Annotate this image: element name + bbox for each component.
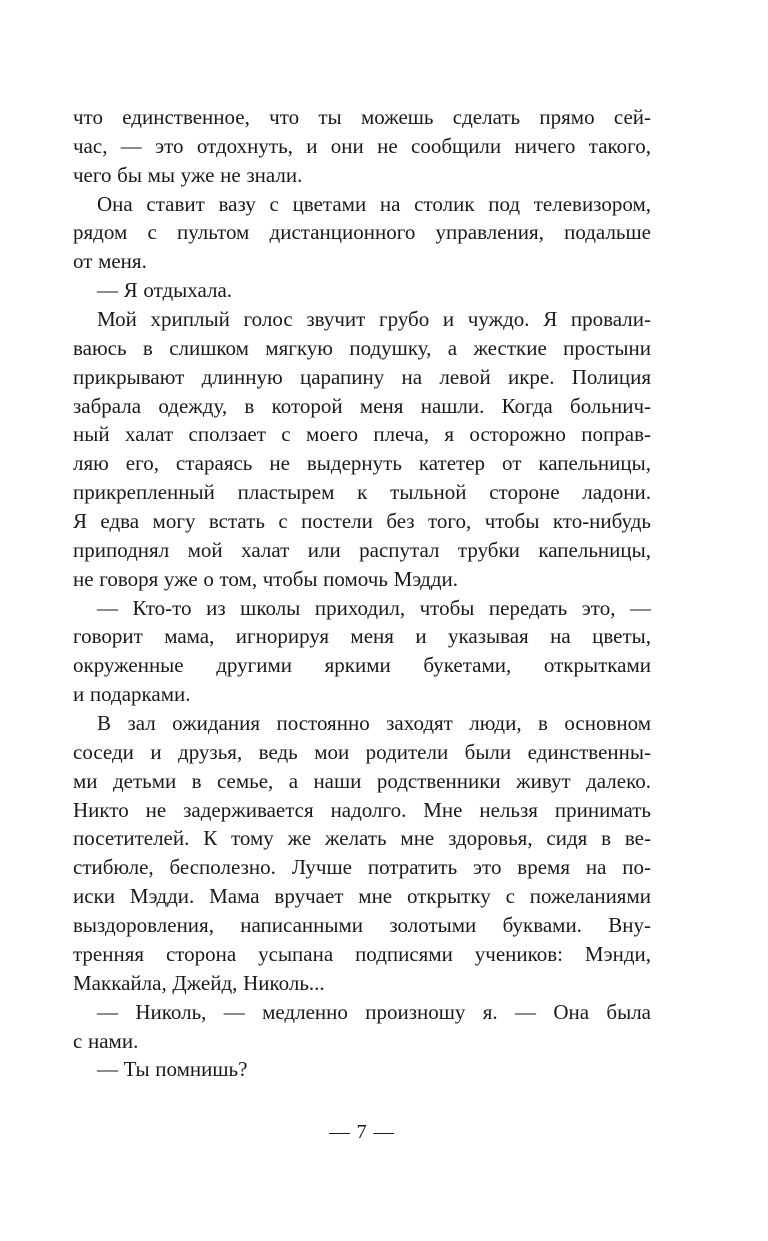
text-line: от меня. xyxy=(73,249,147,274)
text-line: ляю его, стараясь не выдернуть катетер от капельницы, xyxy=(73,451,651,476)
text-line: Мой хриплый голос звучит грубо и чуждо. Я провали- xyxy=(97,307,651,332)
text-line: — Я отдыхала. xyxy=(97,278,233,303)
text-line: ми детьми в семье, а наши родственники живут далеко. xyxy=(73,768,651,793)
text-line: ваюсь в слишком мягкую подушку, а жесткие простыни xyxy=(73,335,651,360)
text-line: выздоровления, написанными золотыми буквами. Вну- xyxy=(73,913,651,938)
text-line: стибюле, бесполезно. Лучше потратить это время на по- xyxy=(73,855,651,880)
text-line: прикрывают длинную царапину на левой икре. Полиция xyxy=(73,364,651,389)
text-line: В зал ожидания постоянно заходят люди, в основном xyxy=(97,711,651,736)
text-line: Никто не задерживается надолго. Мне нельзя принимать xyxy=(73,797,651,822)
text-line: — Кто-то из школы приходил, чтобы передать это, — xyxy=(97,595,651,620)
text-line: приподнял мой халат или распутал трубки капельницы, xyxy=(73,537,651,562)
text-line: Маккайла, Джейд, Николь... xyxy=(73,970,325,995)
text-line: с нами. xyxy=(73,1028,139,1053)
text-line: посетителей. К тому же желать мне здоровья, сидя в ве- xyxy=(73,826,651,851)
text-line: час, — это отдохнуть, и они не сообщили ничего такого, xyxy=(73,133,651,158)
text-line: — Николь, — медленно произношу я. — Она была xyxy=(97,999,651,1024)
text-line: прикрепленный пластырем к тыльной стороне ладони. xyxy=(73,480,651,505)
text-line: — Ты помнишь? xyxy=(97,1057,248,1082)
page-text xyxy=(73,103,651,1084)
text-line: ный халат сползает с моего плеча, я осторожно поправ- xyxy=(73,422,651,447)
text-line: Она ставит вазу с цветами на столик под телевизором, xyxy=(97,191,651,216)
text-line: что единственное, что ты можешь сделать прямо сей- xyxy=(73,105,651,129)
text-line: чего бы мы уже не знали. xyxy=(73,162,303,187)
text-line: Я едва могу встать с постели без того, чтобы кто-нибудь xyxy=(73,509,651,534)
text-line: и подарками. xyxy=(73,682,191,707)
text-line: говорит мама, игнорируя меня и указывая на цветы, xyxy=(73,624,651,649)
text-line: иски Мэдди. Мама вручает мне открытку с пожеланиями xyxy=(73,884,651,909)
page-number: — 7 — xyxy=(329,1121,395,1143)
text-line: забрала одежду, в которой меня нашли. Когда больнич- xyxy=(73,393,651,418)
text-line: тренняя сторона усыпана подписями учеников: Мэнди, xyxy=(73,941,651,966)
text-line: не говоря уже о том, чтобы помочь Мэдди. xyxy=(73,566,459,591)
text-line: окруженные другими яркими букетами, открытками xyxy=(73,653,651,678)
text-line: соседи и друзья, ведь мои родители были единственны- xyxy=(73,739,651,764)
text-line: рядом с пультом дистанционного управления, подальше xyxy=(73,220,651,245)
